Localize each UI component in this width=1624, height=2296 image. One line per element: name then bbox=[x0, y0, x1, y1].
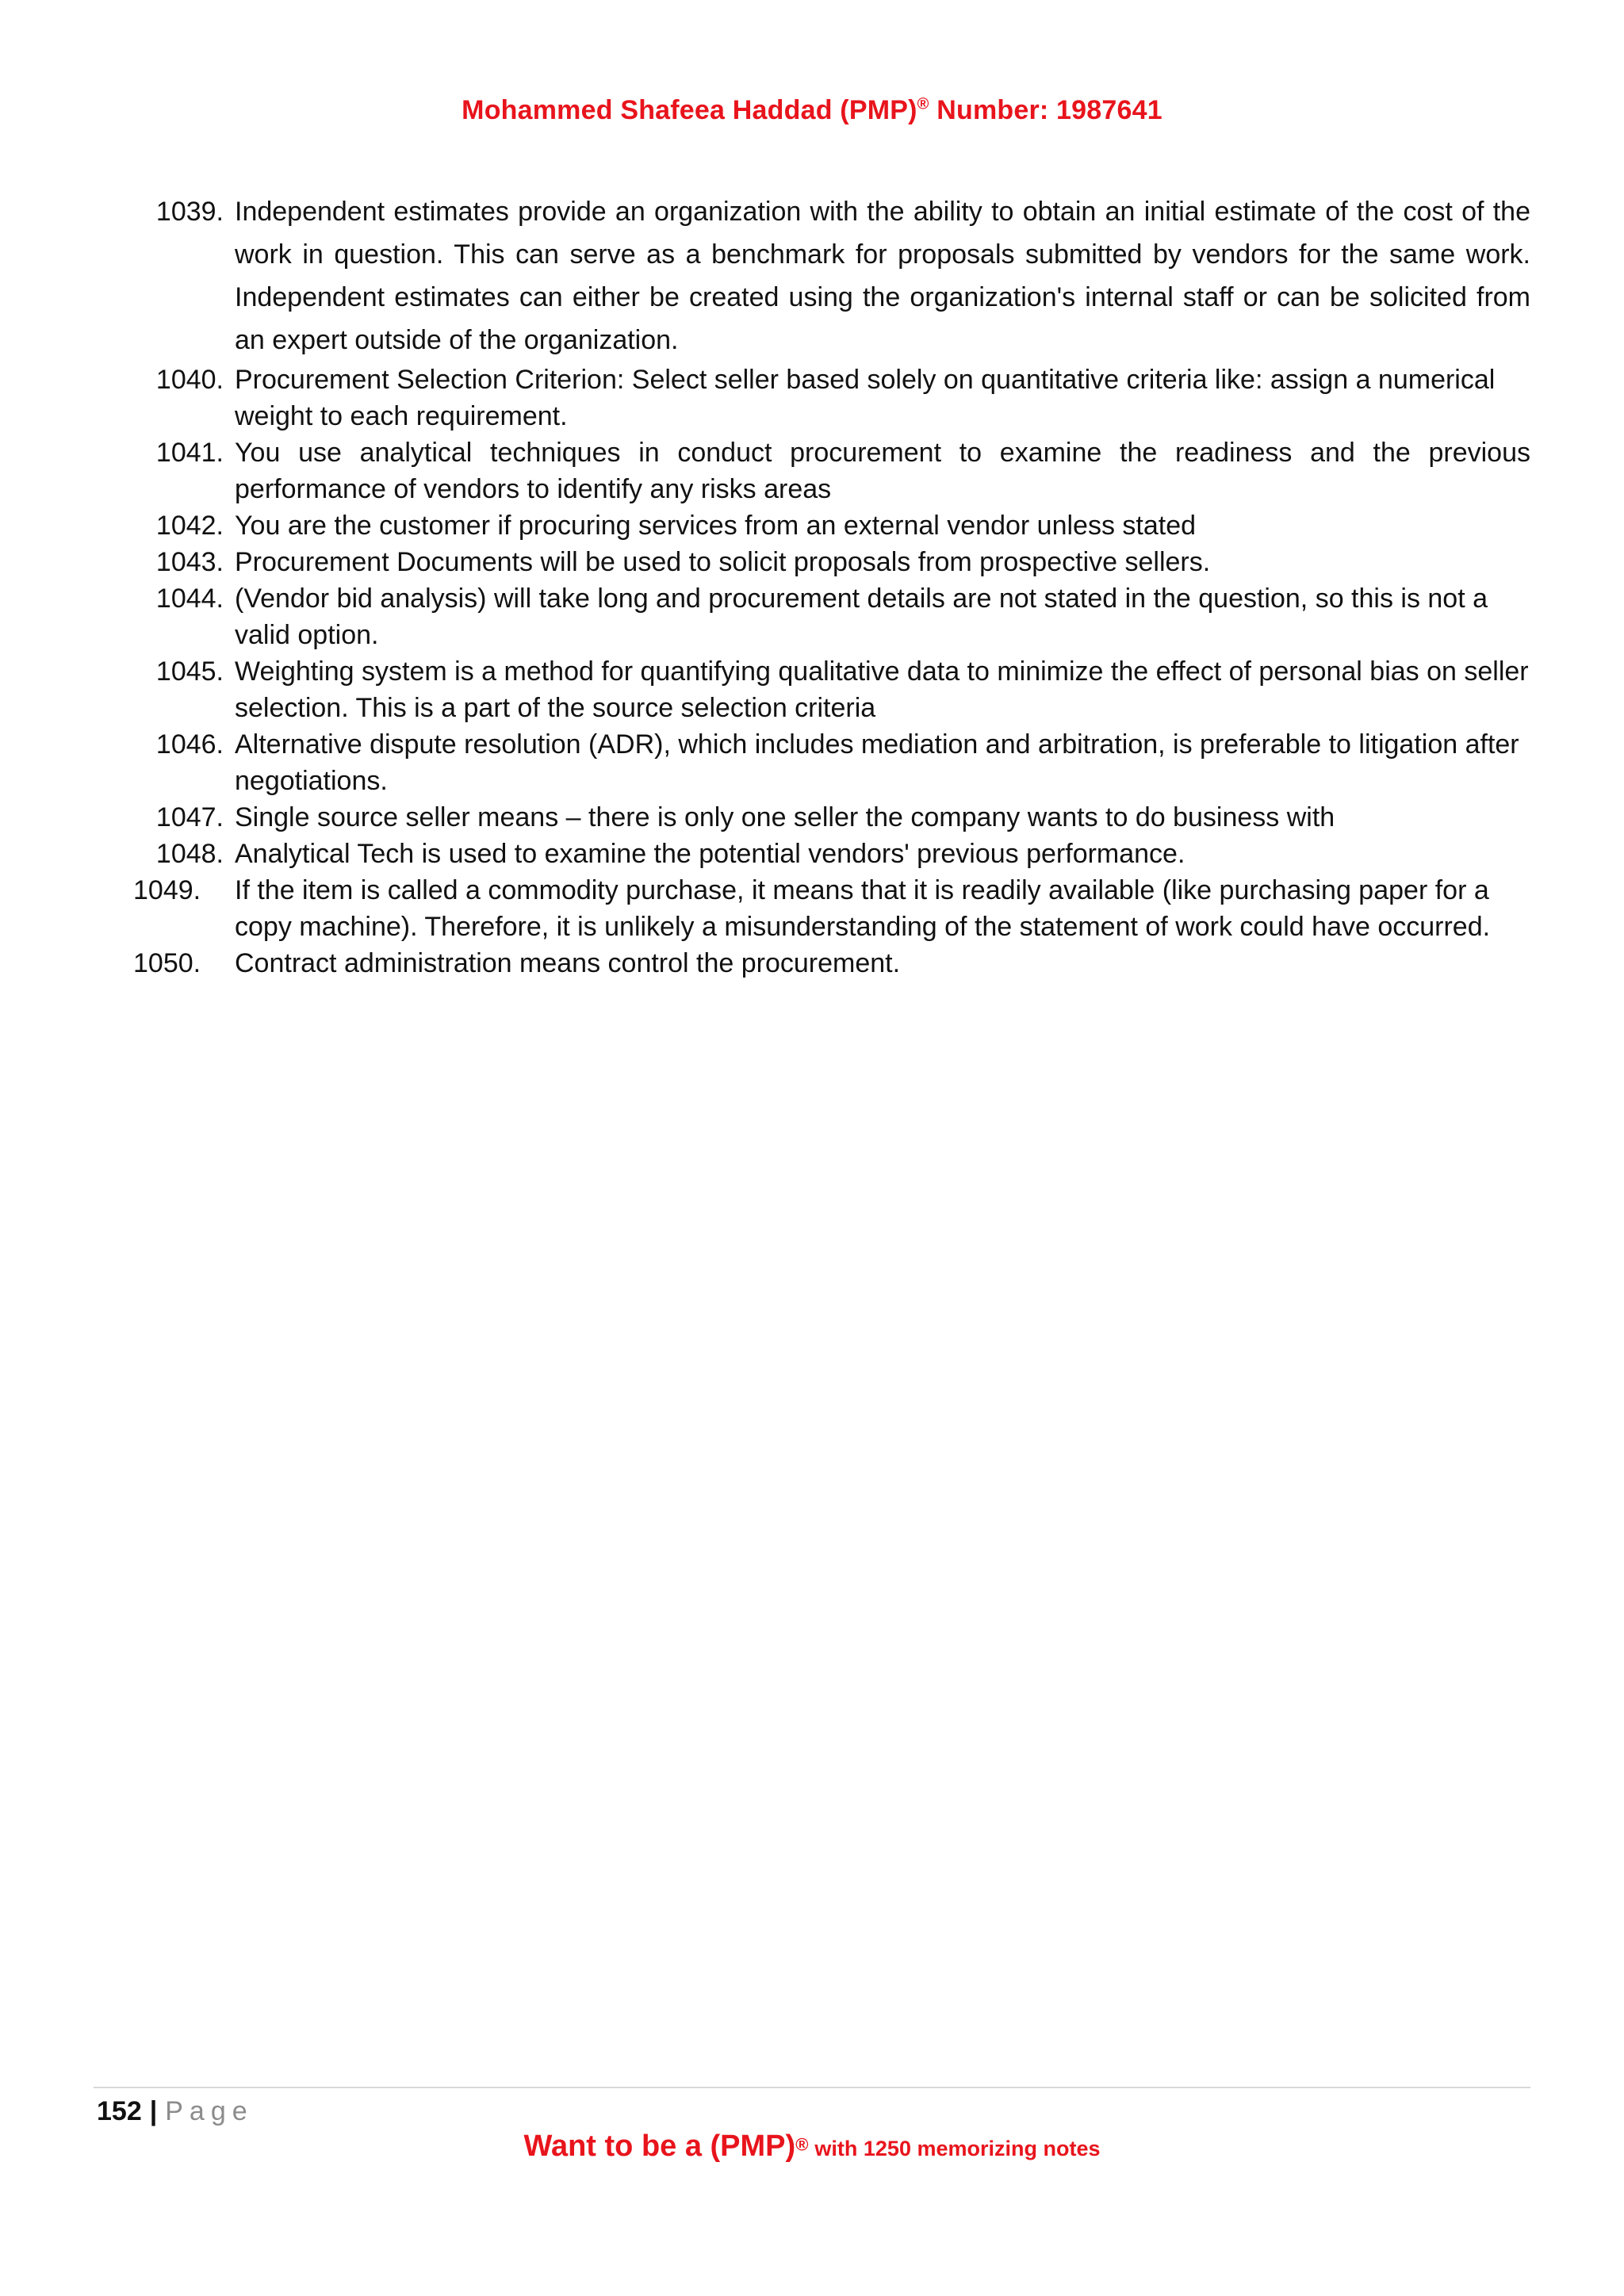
note-item bbox=[133, 945, 1530, 982]
note-number: 1039. bbox=[155, 197, 224, 227]
note-item bbox=[143, 362, 1530, 434]
note-item bbox=[143, 799, 1530, 836]
note-number: 1044. bbox=[155, 584, 224, 614]
note-number: 1048. bbox=[155, 839, 224, 869]
note-number: 1049. bbox=[133, 875, 201, 905]
note-item bbox=[143, 544, 1530, 580]
note-number: 1040. bbox=[155, 365, 224, 395]
note-text: Procurement Documents will be used to solicit proposals from prospective sellers. bbox=[235, 547, 1211, 577]
note-item bbox=[143, 580, 1530, 653]
note-text: Alternative dispute resolution (ADR), which includes mediation and arbitration, is preferable to litigation after negotiations. bbox=[235, 729, 1519, 796]
note-number: 1042. bbox=[155, 511, 224, 541]
note-item bbox=[133, 872, 1530, 945]
note-text: Analytical Tech is used to examine the potential vendors' previous performance. bbox=[235, 839, 1185, 869]
note-text: (Vendor bid analysis) will take long and procurement details are not stated in the question, so this is not a valid option. bbox=[235, 584, 1488, 650]
note-number: 1043. bbox=[155, 547, 224, 577]
footer-promo bbox=[0, 2130, 1624, 2164]
notes-list bbox=[133, 190, 1530, 982]
footer-divider bbox=[94, 2087, 1530, 2088]
note-text: You are the customer if procuring services from an external vendor unless stated bbox=[235, 511, 1197, 541]
note-text: Single source seller means – there is only one seller the company wants to do business with bbox=[235, 802, 1335, 832]
note-text: Weighting system is a method for quantifying qualitative data to minimize the effect of personal bias on seller selection. This is a part of the source selection criteria bbox=[235, 656, 1529, 723]
note-item bbox=[143, 726, 1530, 799]
page-header bbox=[0, 95, 1624, 126]
note-item bbox=[143, 190, 1530, 362]
note-text: You use analytical techniques in conduct procurement to examine the readiness and the previous performance of vendors to identify any risks areas bbox=[235, 438, 1530, 504]
note-text: If the item is called a commodity purchase, it means that it is readily available (like purchasing paper for a copy machine). Therefore, it is unlikely a misunderstanding of the statement of work could have occurred. bbox=[235, 875, 1491, 942]
header-title: Mohammed Shafeea Haddad (PMP) bbox=[462, 95, 917, 125]
note-item bbox=[143, 653, 1530, 726]
note-text: Procurement Selection Criterion: Select seller based solely on quantitative criteria like: assign a numerical weight to each requirement. bbox=[235, 365, 1496, 431]
page-number-footer bbox=[97, 2093, 254, 2130]
promo-subtitle: with 1250 memorizing notes bbox=[814, 2137, 1101, 2160]
note-text: Independent estimates provide an organization with the ability to obtain an initial estimate of the cost of the work in question. This can serve as a benchmark for proposals submitted by vendors for the same work. Independent estimates can either be created using the organization's internal staff or can be solicited from an expert outside of the organization. bbox=[235, 197, 1530, 355]
note-number: 1050. bbox=[133, 948, 201, 978]
note-number: 1041. bbox=[155, 438, 224, 468]
note-number: 1047. bbox=[155, 802, 224, 832]
page-separator: | bbox=[149, 2096, 158, 2126]
header-number: Number: 1987641 bbox=[929, 95, 1162, 125]
note-item bbox=[143, 434, 1530, 507]
note-number: 1046. bbox=[155, 729, 224, 760]
note-item bbox=[143, 836, 1530, 872]
promo-registered-mark: ® bbox=[795, 2134, 809, 2155]
page-word: Page bbox=[165, 2096, 254, 2126]
header-registered-mark: ® bbox=[917, 95, 929, 113]
promo-title: Want to be a (PMP) bbox=[523, 2130, 796, 2163]
note-number: 1045. bbox=[155, 656, 224, 687]
note-text: Contract administration means control the procurement. bbox=[235, 948, 901, 978]
page-number: 152 bbox=[97, 2096, 142, 2126]
note-item bbox=[143, 507, 1530, 544]
